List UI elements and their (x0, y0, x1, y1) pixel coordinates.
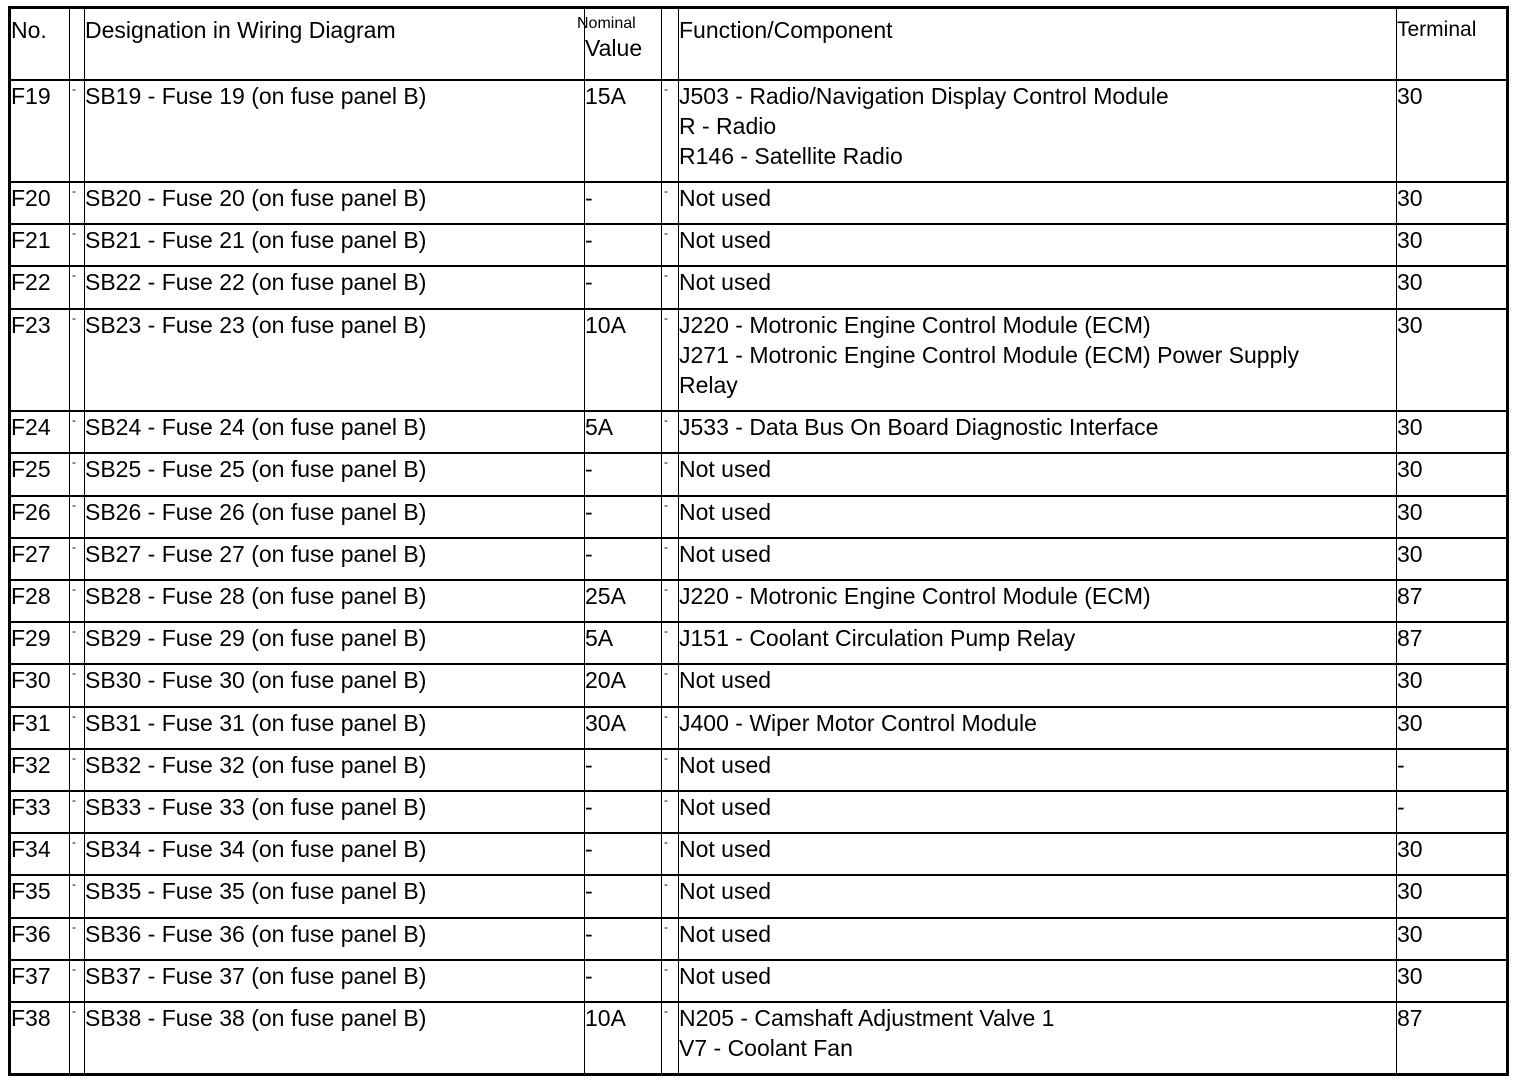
spacer-cell (662, 1002, 679, 1075)
table-row (10, 309, 1508, 412)
function-line: Relay (679, 371, 738, 398)
fuse-number: F38 (10, 1002, 70, 1075)
table-row (10, 791, 1508, 833)
fuse-designation: SB36 - Fuse 36 (on fuse panel B) (85, 918, 585, 960)
terminal: 30 (1397, 309, 1508, 412)
header-row (10, 8, 1508, 80)
function-line: R - Radio (679, 112, 777, 139)
tick-mark: - (72, 497, 76, 512)
nominal-value: - (585, 496, 662, 538)
fuse-number: F32 (10, 749, 70, 791)
spacer-cell (662, 622, 679, 664)
function-line: J271 - Motronic Engine Control Module (ECM) Power Supply (679, 341, 1299, 368)
terminal: 30 (1397, 224, 1508, 266)
nominal-value: - (585, 875, 662, 917)
table-row (10, 224, 1508, 266)
tick-mark: - (72, 184, 76, 198)
tick-mark: - (72, 1003, 76, 1018)
fuse-number: F20 (10, 182, 70, 224)
header-spacer (70, 8, 85, 80)
nominal-value: - (585, 182, 662, 224)
tick-mark: - (664, 750, 668, 765)
nominal-value: 5A (585, 622, 662, 664)
fuse-number: F37 (10, 960, 70, 1002)
header-designation: Designation in Wiring Diagram (85, 8, 585, 80)
tick-mark: - (664, 413, 668, 428)
terminal: 30 (1397, 182, 1508, 224)
tick-mark: - (664, 835, 668, 850)
spacer-cell (70, 580, 85, 622)
fuse-designation: SB19 - Fuse 19 (on fuse panel B) (85, 80, 585, 183)
fuse-number: F35 (10, 875, 70, 917)
fuse-designation: SB29 - Fuse 29 (on fuse panel B) (85, 622, 585, 664)
fuse-designation: SB38 - Fuse 38 (on fuse panel B) (85, 1002, 585, 1075)
tick-mark: - (664, 81, 668, 96)
function-component (679, 707, 1397, 749)
tick-mark: - (664, 792, 668, 807)
function-component (679, 791, 1397, 833)
table-row (10, 1002, 1508, 1075)
tick-mark: - (72, 413, 76, 428)
spacer-cell (70, 496, 85, 538)
fuse-designation: SB30 - Fuse 30 (on fuse panel B) (85, 664, 585, 706)
fuse-number: F22 (10, 266, 70, 308)
table-row (10, 833, 1508, 875)
tick-mark: - (72, 455, 76, 470)
tick-mark: - (72, 708, 76, 723)
tick-mark: - (664, 184, 668, 198)
fuse-number: F21 (10, 224, 70, 266)
table-row (10, 749, 1508, 791)
function-line: Not used (679, 751, 772, 778)
tick-mark: - (664, 310, 668, 325)
fuse-designation: SB25 - Fuse 25 (on fuse panel B) (85, 453, 585, 495)
nominal-value: - (585, 266, 662, 308)
function-component (679, 411, 1397, 453)
table-row (10, 80, 1508, 183)
nominal-value: 20A (585, 664, 662, 706)
table-row (10, 538, 1508, 580)
terminal: 30 (1397, 453, 1508, 495)
tick-mark: - (72, 792, 76, 807)
function-component (679, 918, 1397, 960)
nominal-value: - (585, 453, 662, 495)
tick-mark: - (664, 226, 668, 241)
table-row (10, 266, 1508, 308)
spacer-cell (70, 224, 85, 266)
fuse-number: F28 (10, 580, 70, 622)
function-component (679, 266, 1397, 308)
tick-mark: - (72, 226, 76, 241)
table-row (10, 580, 1508, 622)
function-line: Not used (679, 540, 772, 567)
terminal: 30 (1397, 833, 1508, 875)
fuse-number: F36 (10, 918, 70, 960)
fuse-designation: SB28 - Fuse 28 (on fuse panel B) (85, 580, 585, 622)
fuse-designation: SB23 - Fuse 23 (on fuse panel B) (85, 309, 585, 412)
spacer-cell (70, 664, 85, 706)
spacer-cell (662, 918, 679, 960)
function-component (679, 80, 1397, 183)
spacer-cell (70, 80, 85, 183)
tick-mark: - (72, 310, 76, 325)
table-row (10, 453, 1508, 495)
spacer-cell (662, 182, 679, 224)
tick-mark: - (72, 581, 76, 596)
function-line: Not used (679, 793, 772, 820)
header-spacer (662, 8, 679, 80)
spacer-cell (70, 875, 85, 917)
function-line: N205 - Camshaft Adjustment Valve 1 (679, 1004, 1055, 1031)
tick-mark: - (72, 877, 76, 892)
nominal-value: - (585, 538, 662, 580)
fuse-number: F31 (10, 707, 70, 749)
nominal-value: - (585, 749, 662, 791)
fuse-designation: SB21 - Fuse 21 (on fuse panel B) (85, 224, 585, 266)
table-row (10, 875, 1508, 917)
spacer-cell (662, 80, 679, 183)
function-component (679, 309, 1397, 412)
spacer-cell (70, 1002, 85, 1075)
function-line: Not used (679, 498, 772, 525)
nominal-value: 25A (585, 580, 662, 622)
terminal: 30 (1397, 960, 1508, 1002)
function-component (679, 875, 1397, 917)
function-line: Not used (679, 667, 772, 694)
table-row (10, 918, 1508, 960)
terminal: 30 (1397, 80, 1508, 183)
function-line: J151 - Coolant Circulation Pump Relay (679, 625, 1076, 652)
function-line: R146 - Satellite Radio (679, 142, 903, 169)
spacer-cell (662, 833, 679, 875)
header-value: Value (585, 35, 643, 61)
function-component (679, 538, 1397, 580)
function-component (679, 622, 1397, 664)
spacer-cell (70, 707, 85, 749)
fuse-number: F27 (10, 538, 70, 580)
spacer-cell (662, 453, 679, 495)
table-row (10, 411, 1508, 453)
nominal-value: 10A (585, 309, 662, 412)
spacer-cell (70, 309, 85, 412)
fuse-number: F23 (10, 309, 70, 412)
function-line: Not used (679, 836, 772, 863)
nominal-value: 10A (585, 1002, 662, 1075)
function-component (679, 960, 1397, 1002)
nominal-value: - (585, 224, 662, 266)
fuse-number: F30 (10, 664, 70, 706)
fuse-designation: SB26 - Fuse 26 (on fuse panel B) (85, 496, 585, 538)
tick-mark: - (72, 81, 76, 96)
table-row (10, 707, 1508, 749)
nominal-value: - (585, 833, 662, 875)
function-component (679, 1002, 1397, 1075)
table-row (10, 622, 1508, 664)
function-line: Not used (679, 878, 772, 905)
tick-mark: - (72, 835, 76, 850)
nominal-value: - (585, 918, 662, 960)
function-component (679, 580, 1397, 622)
terminal: 87 (1397, 580, 1508, 622)
spacer-cell (70, 411, 85, 453)
spacer-cell (70, 266, 85, 308)
fuse-designation: SB35 - Fuse 35 (on fuse panel B) (85, 875, 585, 917)
spacer-cell (70, 918, 85, 960)
function-line: J503 - Radio/Navigation Display Control Module (679, 82, 1169, 109)
spacer-cell (70, 749, 85, 791)
terminal: - (1397, 749, 1508, 791)
terminal: - (1397, 791, 1508, 833)
fuse-rows (10, 80, 1508, 1075)
terminal: 30 (1397, 707, 1508, 749)
function-line: Not used (679, 185, 772, 211)
spacer-cell (662, 224, 679, 266)
function-component (679, 664, 1397, 706)
function-line: Not used (679, 456, 772, 483)
tick-mark: - (664, 961, 668, 976)
fuse-designation: SB34 - Fuse 34 (on fuse panel B) (85, 833, 585, 875)
nominal-value: 30A (585, 707, 662, 749)
header-terminal: Terminal (1397, 8, 1508, 80)
tick-mark: - (664, 666, 668, 681)
fuse-number: F29 (10, 622, 70, 664)
header-function: Function/Component (679, 8, 1397, 80)
function-component (679, 224, 1397, 266)
fuse-table (8, 6, 1509, 1076)
function-line: J533 - Data Bus On Board Diagnostic Interface (679, 414, 1159, 441)
terminal: 30 (1397, 918, 1508, 960)
terminal: 30 (1397, 664, 1508, 706)
function-component (679, 182, 1397, 224)
terminal: 30 (1397, 266, 1508, 308)
spacer-cell (70, 960, 85, 1002)
terminal: 30 (1397, 538, 1508, 580)
fuse-designation: SB37 - Fuse 37 (on fuse panel B) (85, 960, 585, 1002)
tick-mark: - (664, 455, 668, 470)
nominal-value: - (585, 960, 662, 1002)
fuse-designation: SB32 - Fuse 32 (on fuse panel B) (85, 749, 585, 791)
table-row (10, 664, 1508, 706)
function-line: Not used (679, 269, 772, 296)
fuse-number: F19 (10, 80, 70, 183)
tick-mark: - (72, 539, 76, 554)
fuse-designation: SB33 - Fuse 33 (on fuse panel B) (85, 791, 585, 833)
terminal: 87 (1397, 1002, 1508, 1075)
tick-mark: - (664, 581, 668, 596)
fuse-number: F34 (10, 833, 70, 875)
tick-mark: - (72, 919, 76, 934)
function-line: V7 - Coolant Fan (679, 1034, 853, 1061)
spacer-cell (662, 791, 679, 833)
spacer-cell (662, 411, 679, 453)
tick-mark: - (72, 624, 76, 639)
table-row (10, 182, 1508, 224)
spacer-cell (662, 496, 679, 538)
tick-mark: - (664, 624, 668, 639)
fuse-designation: SB22 - Fuse 22 (on fuse panel B) (85, 266, 585, 308)
tick-mark: - (664, 919, 668, 934)
function-component (679, 496, 1397, 538)
function-line: J400 - Wiper Motor Control Module (679, 709, 1037, 736)
tick-mark: - (664, 268, 668, 283)
spacer-cell (70, 453, 85, 495)
tick-mark: - (664, 708, 668, 723)
function-line: J220 - Motronic Engine Control Module (ECM) (679, 582, 1151, 609)
spacer-cell (70, 622, 85, 664)
terminal: 30 (1397, 411, 1508, 453)
header-no: No. (10, 8, 70, 80)
spacer-cell (70, 182, 85, 224)
spacer-cell (662, 664, 679, 706)
spacer-cell (70, 791, 85, 833)
tick-mark: - (72, 750, 76, 765)
fuse-designation: SB27 - Fuse 27 (on fuse panel B) (85, 538, 585, 580)
tick-mark: - (664, 1003, 668, 1018)
spacer-cell (662, 266, 679, 308)
table-row (10, 496, 1508, 538)
tick-mark: - (664, 539, 668, 554)
header-nominal-value (577, 8, 662, 80)
function-component (679, 749, 1397, 791)
spacer-cell (662, 960, 679, 1002)
fuse-designation: SB20 - Fuse 20 (on fuse panel B) (85, 182, 585, 224)
function-line: Not used (679, 962, 772, 989)
spacer-cell (70, 538, 85, 580)
tick-mark: - (72, 666, 76, 681)
tick-mark: - (72, 268, 76, 283)
nominal-value: - (585, 791, 662, 833)
terminal: 30 (1397, 496, 1508, 538)
fuse-number: F33 (10, 791, 70, 833)
nominal-value: 5A (585, 411, 662, 453)
nominal-value: 15A (585, 80, 662, 183)
fuse-designation: SB31 - Fuse 31 (on fuse panel B) (85, 707, 585, 749)
fuse-number: F24 (10, 411, 70, 453)
spacer-cell (662, 538, 679, 580)
tick-mark: - (664, 877, 668, 892)
spacer-cell (662, 309, 679, 412)
terminal: 87 (1397, 622, 1508, 664)
header-value-small: Nominal (577, 15, 636, 32)
spacer-cell (662, 749, 679, 791)
fuse-designation: SB24 - Fuse 24 (on fuse panel B) (85, 411, 585, 453)
fuse-number: F25 (10, 453, 70, 495)
function-line: Not used (679, 227, 772, 254)
spacer-cell (70, 833, 85, 875)
function-line: Not used (679, 920, 772, 947)
spacer-cell (662, 580, 679, 622)
table-row (10, 960, 1508, 1002)
function-component (679, 833, 1397, 875)
spacer-cell (662, 875, 679, 917)
tick-mark: - (72, 961, 76, 976)
fuse-number: F26 (10, 496, 70, 538)
spacer-cell (662, 707, 679, 749)
function-component (679, 453, 1397, 495)
tick-mark: - (664, 497, 668, 512)
terminal: 30 (1397, 875, 1508, 917)
function-line: J220 - Motronic Engine Control Module (ECM) (679, 311, 1151, 338)
